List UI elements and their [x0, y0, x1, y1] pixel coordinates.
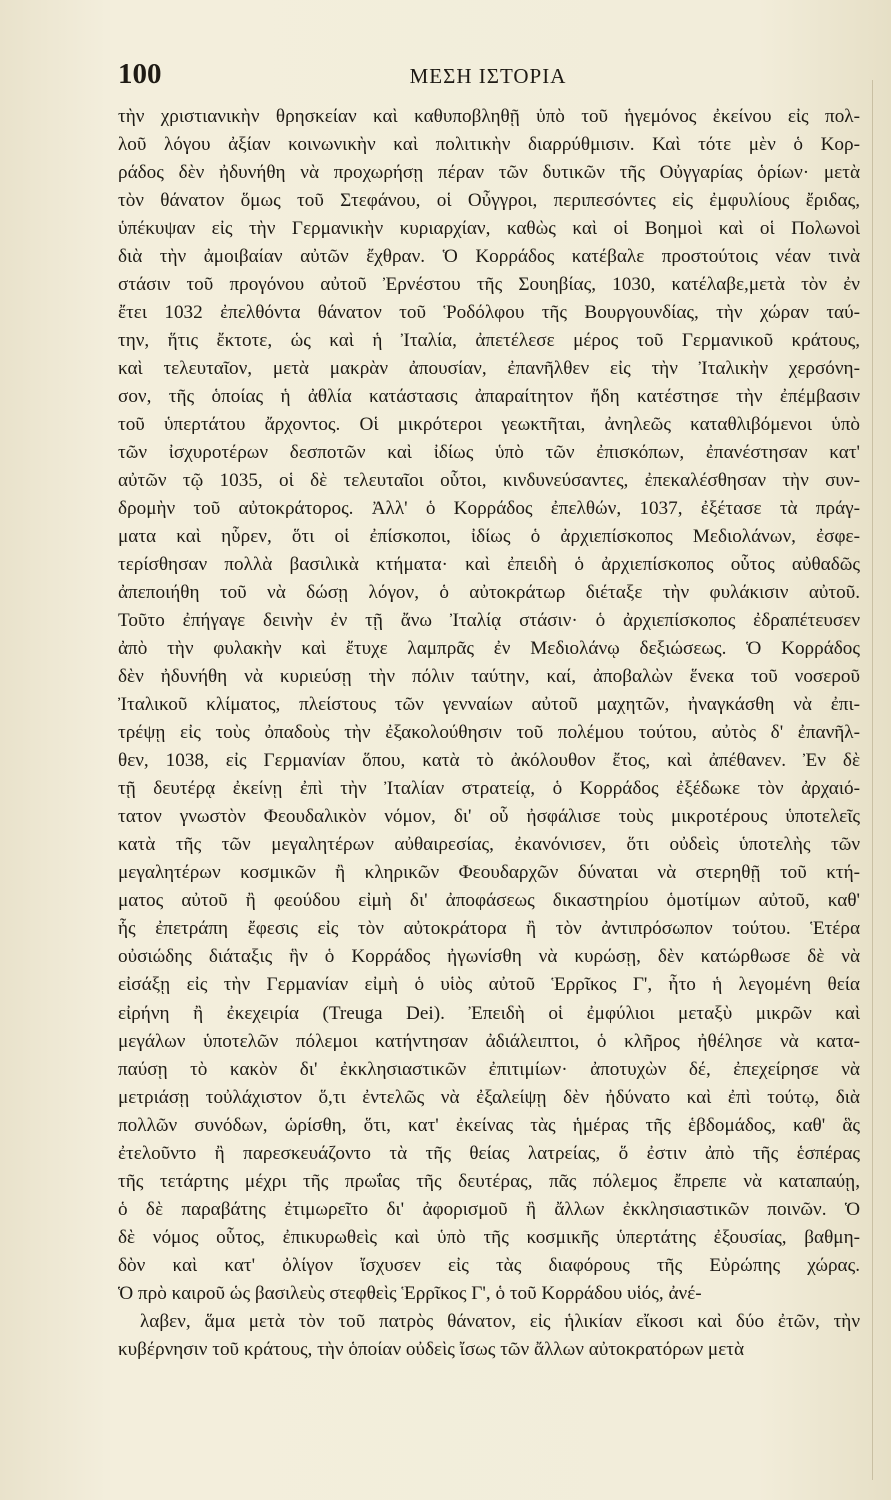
- text-line: δὸν καὶ κατ' ὀλίγον ἴσχυσεν εἰς τὰς διαφόρους τῆς Εὐρώπης χώρας.: [118, 1254, 860, 1276]
- text-line: καὶ τελευταῖον, μετὰ μακρὰν ἀπουσίαν, ἐπανῆλθεν εἰς τὴν Ἰταλικὴν χερσόνη-: [118, 358, 860, 380]
- text-line: ματα καὶ ηὗρεν, ὅτι οἱ ἐπίσκοποι, ἰδίως ὁ ἀρχιεπίσκοπος Μεδιολάνων, ἐσφε-: [118, 526, 860, 548]
- text-line: ἐτελοῦντο ἢ παρεσκευάζοντο τὰ τῆς θείας λατρείας, ὅ ἐστιν ἀπὸ τῆς ἑσπέρας: [118, 1142, 860, 1164]
- text-line: εἰρήνη ἢ ἐκεχειρία (Treuga Dei). Ἐπειδὴ οἱ ἐμφύλιοι μεταξὺ μικρῶν καὶ: [118, 1002, 860, 1024]
- body-text: [118, 103, 860, 1364]
- text-line: μεγάλων ὑποτελῶν πόλεμοι κατήντησαν ἀδιάλειπτοι, ὁ κλῆρος ἠθέλησε νὰ κατα-: [118, 1030, 860, 1052]
- text-line: τρέψῃ εἰς τοὺς ὀπαδοὺς τὴν ἐξακολούθησιν τοῦ πολέμου τούτου, αὐτὸς δ' ἐπανῆλ-: [118, 722, 860, 744]
- text-line: εἰσάξῃ εἰς τὴν Γερμανίαν εἰμὴ ὁ υἱὸς αὐτοῦ Ἑρρῖκος Γ', ἦτο ἡ λεγομένη θεία: [118, 974, 860, 996]
- text-line: ράδος δὲν ἠδυνήθη νὰ προχωρήσῃ πέραν τῶν δυτικῶν τῆς Οὐγγαρίας ὁρίων· μετὰ: [118, 162, 860, 184]
- text-line: τοῦ ὑπερτάτου ἄρχοντος. Οἱ μικρότεροι γεωκτῆται, ἀνηλεῶς καταθλιβόμενοι ὑπὸ: [118, 414, 860, 436]
- text-line: σον, τῆς ὁποίας ἡ ἀθλία κατάστασις ἀπαραίτητον ἤδη κατέστησε τὴν ἐπέμβασιν: [118, 386, 860, 408]
- text-line: δὲ νόμος οὗτος, ἐπικυρωθεὶς καὶ ὑπὸ τῆς κοσμικῆς ὑπερτάτης ἐξουσίας, βαθμη-: [118, 1226, 860, 1248]
- page-header: [118, 58, 858, 98]
- text-line: τὸν θάνατον ὅμως τοῦ Στεφάνου, οἱ Οὖγγροι, περιπεσόντες εἰς ἐμφυλίους ἔριδας,: [118, 190, 860, 212]
- text-line: διὰ τὴν ἀμοιβαίαν αὐτῶν ἔχθραν. Ὁ Κορράδος κατέβαλε προστούτοις νέαν τινὰ: [118, 246, 860, 268]
- text-line: τῶν ἰσχυροτέρων δεσποτῶν καὶ ἰδίως ὑπὸ τῶν ἐπισκόπων, ἐπανέστησαν κατ': [118, 442, 860, 464]
- text-line: ἀπὸ τὴν φυλακὴν καὶ ἔτυχε λαμπρᾶς ἐν Μεδιολάνῳ δεξιώσεως. Ὁ Κορράδος: [118, 638, 860, 660]
- text-line: στάσιν τοῦ προγόνου αὐτοῦ Ἐρνέστου τῆς Σουηβίας, 1030, κατέλαβε,μετὰ τὸν ἐν: [118, 274, 860, 296]
- text-line: τὴν χριστιανικὴν θρησκείαν καὶ καθυποβληθῇ ὑπὸ τοῦ ἡγεμόνος ἐκείνου εἰς πολ-: [118, 106, 860, 127]
- text-line: λοῦ λόγου ἀξίαν κοινωνικὴν καὶ πολιτικὴν διαρρύθμισιν. Καὶ τότε μὲν ὁ Κορ-: [118, 134, 860, 156]
- text-line: δὲν ἠδυνήθη νὰ κυριεύσῃ τὴν πόλιν ταύτην, καί, ἀποβαλὼν ἕνεκα τοῦ νοσεροῦ: [118, 666, 860, 688]
- page-edge-rule: [872, 80, 873, 1480]
- text-line: παύσῃ τὸ κακὸν δι' ἐκκλησιαστικῶν ἐπιτιμίων· ἀποτυχὼν δέ, ἐπεχείρησε νὰ: [118, 1058, 860, 1080]
- text-line: πολλῶν συνόδων, ὡρίσθη, ὅτι, κατ' ἐκείνας τὰς ἡμέρας τῆς ἑβδομάδος, καθ' ἃς: [118, 1114, 860, 1136]
- text-line: τῇ δευτέρᾳ ἐκείνῃ ἐπὶ τὴν Ἰταλίαν στρατείᾳ, ὁ Κορράδος ἐξέδωκε τὸν ἀρχαιό-: [118, 778, 860, 800]
- text-line: ὑπέκυψαν εἰς τὴν Γερμανικὴν κυριαρχίαν, καθὼς καὶ οἱ Βοημοὶ καὶ οἱ Πολωνοὶ: [118, 218, 860, 240]
- text-line: Ὁ πρὸ καιροῦ ὡς βασιλεὺς στεφθεὶς Ἑρρῖκος Γ', ὁ τοῦ Κορράδου υἱός, ἀνέ-: [118, 1282, 702, 1304]
- text-line: μεγαλητέρων κοσμικῶν ἢ κληρικῶν Φεουδαρχῶν δύναται νὰ στερηθῇ τοῦ κτή-: [118, 862, 860, 884]
- text-line: ἧς ἐπετράπη ἔφεσις εἰς τὸν αὐτοκράτορα ἢ τὸν ἀντιπρόσωπον τούτου. Ἑτέρα: [118, 918, 860, 940]
- text-line: τῆς τετάρτης μέχρι τῆς πρωΐας τῆς δευτέρας, πᾶς πόλεμος ἔπρεπε νὰ καταπαύῃ,: [118, 1170, 860, 1192]
- text-line: λαβεν, ἅμα μετὰ τὸν τοῦ πατρὸς θάνατον, εἰς ἡλικίαν εἴκοσι καὶ δύο ἐτῶν, τὴν: [140, 1310, 860, 1332]
- text-line: ἀπεποιήθη τοῦ νὰ δώσῃ λόγον, ὁ αὐτοκράτωρ διέταξε τὴν φυλάκισιν αὐτοῦ.: [118, 582, 860, 604]
- text-line: Ἰταλικοῦ κλίματος, πλείστους τῶν γενναίων αὐτοῦ μαχητῶν, ἠναγκάσθη νὰ ἐπι-: [118, 694, 860, 716]
- text-line: κατὰ τῆς τῶν μεγαλητέρων αὐθαιρεσίας, ἐκανόνισεν, ὅτι οὐδεὶς ὑποτελὴς τῶν: [118, 834, 860, 856]
- text-line: Τοῦτο ἐπήγαγε δεινὴν ἐν τῇ ἄνω Ἰταλίᾳ στάσιν· ὁ ἀρχιεπίσκοπος ἐδραπέτευσεν: [118, 610, 860, 632]
- text-line: δρομὴν τοῦ αὐτοκράτορος. Ἀλλ' ὁ Κορράδος ἐπελθών, 1037, ἐξέτασε τὰ πράγ-: [118, 498, 860, 520]
- text-line: ὁ δὲ παραβάτης ἐτιμωρεῖτο δι' ἀφορισμοῦ ἢ ἄλλων ἐκκλησιαστικῶν ποινῶν. Ὁ: [118, 1198, 860, 1220]
- text-line: ματος αὐτοῦ ἢ φεούδου εἰμὴ δι' ἀποφάσεως δικαστηρίου ὁμοτίμων αὐτοῦ, καθ': [118, 890, 860, 912]
- text-line: τατον γνωστὸν Φεουδαλικὸν νόμον, δι' οὗ ἠσφάλισε τοὺς μικροτέρους ὑποτελεῖς: [118, 806, 860, 828]
- text-line: οὐσιώδης διάταξις ἣν ὁ Κορράδος ἠγωνίσθη νὰ κυρώσῃ, δὲν κατώρθωσε δὲ νὰ: [118, 946, 860, 968]
- text-line: μετριάσῃ τοὐλάχιστον ὅ,τι ἐντελῶς νὰ ἐξαλείψῃ δὲν ἠδύνατο καὶ ἐπὶ τούτῳ, διὰ: [118, 1086, 860, 1108]
- page-number: 100: [118, 58, 162, 90]
- text-line: ἔτει 1032 ἐπελθόντα θάνατον τοῦ Ῥοδόλφου τῆς Βουργουνδίας, τὴν χώραν ταύ-: [118, 302, 860, 324]
- text-line: θεν, 1038, εἰς Γερμανίαν ὅπου, κατὰ τὸ ἀκόλουθον ἔτος, καὶ ἀπέθανεν. Ἐν δὲ: [118, 750, 860, 772]
- text-line: τερίσθησαν πολλὰ βασιλικὰ κτήματα· καὶ ἐπειδὴ ὁ ἀρχιεπίσκοπος οὗτος αὐθαδῶς: [118, 554, 860, 576]
- text-line: την, ἥτις ἔκτοτε, ὡς καὶ ἡ Ἰταλία, ἀπετέλεσε μέρος τοῦ Γερμανικοῦ κράτους,: [118, 330, 860, 352]
- text-line: κυβέρνησιν τοῦ κράτους, τὴν ὁποίαν οὐδεὶς ἴσως τῶν ἄλλων αὐτοκρατόρων μετὰ: [118, 1338, 745, 1360]
- text-line: αὐτῶν τῷ 1035, οἱ δὲ τελευταῖοι οὗτοι, κινδυνεύσαντες, ἐπεκαλέσθησαν τὴν συν-: [118, 470, 860, 492]
- running-title: ΜΕΣΗ ΙΣΤΟΡΙΑ: [409, 64, 567, 88]
